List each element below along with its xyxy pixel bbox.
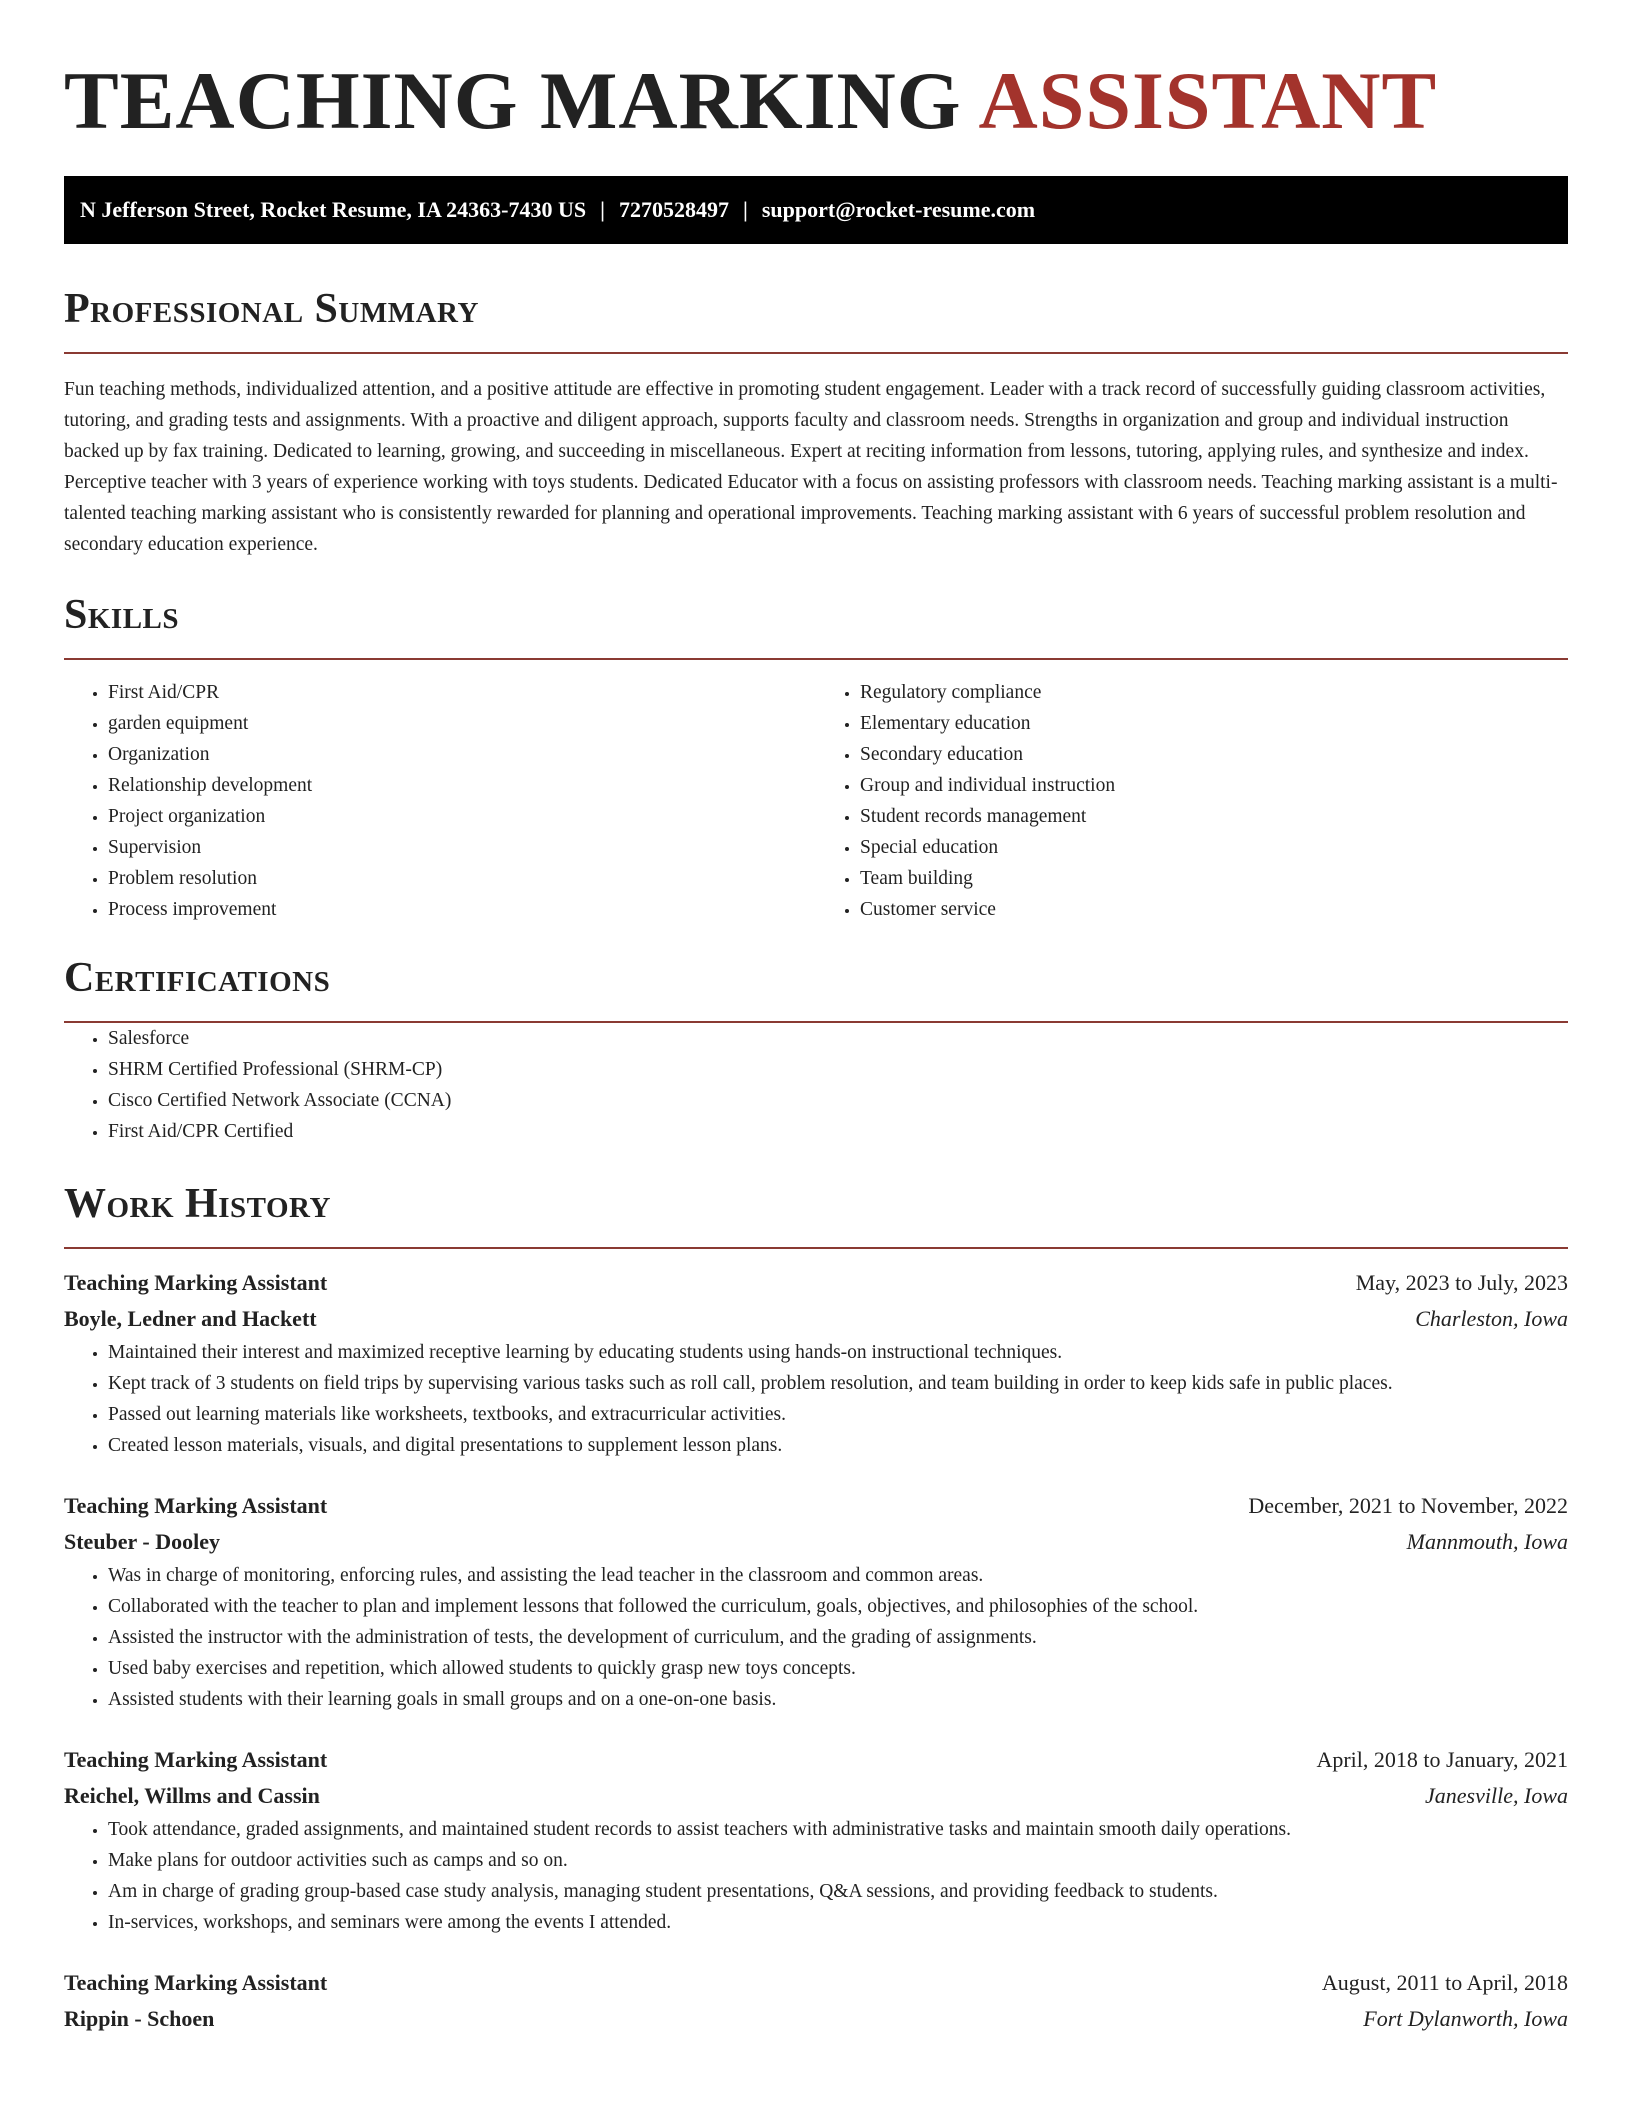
name-last: ASSISTANT (978, 55, 1438, 146)
job-duties (64, 1560, 1568, 1715)
job-company-row (64, 1778, 1568, 1814)
skill-item: • garden equipment (108, 708, 816, 739)
certification-item: • SHRM Certified Professional (SHRM-CP) (108, 1054, 1568, 1085)
summary-heading: Professional Summary (64, 286, 479, 332)
job-duty: • Maintained their interest and maximized receptive learning by educating students using hands-on instructional techniques. (108, 1337, 1568, 1368)
job-title-row (64, 1965, 1568, 2001)
job-title: Teaching Marking Assistant (64, 1747, 328, 1772)
job-dates: December, 2021 to November, 2022 (1248, 1493, 1568, 1518)
skills-right-column (816, 677, 1568, 925)
job-entry (64, 1965, 1568, 2037)
job-duties (64, 1814, 1568, 1938)
contact-email: support@rocket-resume.com (761, 197, 1036, 222)
job-company-row (64, 2001, 1568, 2037)
resume-name (64, 0, 1568, 148)
job-duty: • Am in charge of grading group-based case study analysis, managing student presentations, Q&A sessions, and providing feedback to students. (108, 1876, 1568, 1907)
job-dates: May, 2023 to July, 2023 (1355, 1270, 1568, 1295)
job-title-row (64, 1488, 1568, 1524)
certification-item: • Cisco Certified Network Associate (CCNA) (108, 1085, 1568, 1116)
section-divider (64, 1247, 1568, 1249)
job-duty: • Created lesson materials, visuals, and digital presentations to supplement lesson plans. (108, 1430, 1568, 1461)
job-location: Fort Dylanworth, Iowa (1363, 2006, 1568, 2031)
job-entry (64, 1265, 1568, 1461)
skill-item: • Process improvement (108, 894, 816, 925)
name-first: TEACHING MARKING (64, 55, 962, 146)
spacer (64, 1938, 1568, 1965)
skill-item: • Special education (860, 832, 1568, 863)
skill-item: • Group and individual instruction (860, 770, 1568, 801)
job-duty: • Kept track of 3 students on field trips by supervising various tasks such as roll call, problem resolution, and team building in order to keep kids safe in public places. (108, 1368, 1568, 1399)
job-duty: • Collaborated with the teacher to plan and implement lessons that followed the curriculum, goals, objectives, and philosophies of the school. (108, 1591, 1568, 1622)
skill-item: • Supervision (108, 832, 816, 863)
skill-item: • Team building (860, 863, 1568, 894)
spacer (64, 1461, 1568, 1488)
contact-separator: | (600, 197, 605, 222)
certifications-heading: Certifications (64, 955, 331, 1001)
section-divider (64, 352, 1568, 354)
skill-item: • Project organization (108, 801, 816, 832)
job-company: Boyle, Ledner and Hackett (64, 1306, 317, 1331)
skills-left-column (64, 677, 816, 925)
job-entry (64, 1488, 1568, 1715)
work-history-heading: Work History (64, 1181, 331, 1227)
job-dates: April, 2018 to January, 2021 (1316, 1747, 1568, 1772)
job-duty: • Was in charge of monitoring, enforcing rules, and assisting the lead teacher in the classroom and common areas. (108, 1560, 1568, 1591)
certification-item: • Salesforce (108, 1023, 1568, 1054)
job-duties (64, 1337, 1568, 1461)
contact-address: N Jefferson Street, Rocket Resume, IA 24363-7430 US (80, 197, 587, 222)
job-duty: • Used baby exercises and repetition, which allowed students to quickly grasp new toys concepts. (108, 1653, 1568, 1684)
job-company: Steuber - Dooley (64, 1529, 221, 1554)
job-duty: • In-services, workshops, and seminars were among the events I attended. (108, 1907, 1568, 1938)
skill-item: • Problem resolution (108, 863, 816, 894)
job-title: Teaching Marking Assistant (64, 1270, 328, 1295)
contact-phone: 7270528497 (618, 197, 729, 222)
job-company: Rippin - Schoen (64, 2006, 215, 2031)
job-duty: • Assisted students with their learning goals in small groups and on a one-on-one basis. (108, 1684, 1568, 1715)
job-entry (64, 1742, 1568, 1938)
job-company-row (64, 1524, 1568, 1560)
job-location: Mannmouth, Iowa (1406, 1529, 1568, 1554)
skill-item: • First Aid/CPR (108, 677, 816, 708)
certifications-list (64, 1023, 1568, 1147)
skill-item: • Elementary education (860, 708, 1568, 739)
contact-separator: | (742, 197, 748, 222)
section-divider (64, 658, 1568, 660)
job-location: Charleston, Iowa (1415, 1306, 1568, 1331)
job-company: Reichel, Willms and Cassin (64, 1783, 320, 1808)
job-title-row (64, 1742, 1568, 1778)
job-title: Teaching Marking Assistant (64, 1493, 328, 1518)
job-duty: • Took attendance, graded assignments, and maintained student records to assist teachers with administrative tasks and maintain smooth daily operations. (108, 1814, 1568, 1845)
job-dates: August, 2011 to April, 2018 (1321, 1970, 1568, 1995)
resume-content (64, 0, 1568, 2037)
job-duty: • Assisted the instructor with the administration of tests, the development of curriculum, and the grading of assignments. (108, 1622, 1568, 1653)
skill-item: • Regulatory compliance (860, 677, 1568, 708)
skill-item: • Organization (108, 739, 816, 770)
job-title-row (64, 1265, 1568, 1301)
contact-bar (64, 176, 1568, 244)
job-company-row (64, 1301, 1568, 1337)
skill-item: • Student records management (860, 801, 1568, 832)
job-location: Janesville, Iowa (1425, 1783, 1568, 1808)
job-duty: • Make plans for outdoor activities such as camps and so on. (108, 1845, 1568, 1876)
skill-item: • Relationship development (108, 770, 816, 801)
summary-text: Fun teaching methods, individualized attention, and a positive attitude are effective in promoting student engagement. Leader with a track record of successfully guiding classroom activities, tutoring, and grading tests and assignments. With a proactive and diligent approach, supports faculty and classroom needs. Strengths in organization and group and individual instruction backed up by fax training. Dedicated to learning, growing, and succeeding in miscellaneous. Expert at reciting information from lessons, tutoring, applying rules, and synthesize and index. Perceptive teacher with 3 years of experience working with toys students. Dedicated Educator with a focus on assisting professors with classroom needs. Teaching marking assistant is a multi-talented teaching marking assistant who is consistently rewarded for planning and operational improvements. Teaching marking assistant with 6 years of successful problem resolution and secondary education experience. (64, 379, 1558, 555)
skill-item: • Customer service (860, 894, 1568, 925)
job-title: Teaching Marking Assistant (64, 1970, 328, 1995)
skill-item: • Secondary education (860, 739, 1568, 770)
skills-heading: Skills (64, 592, 180, 638)
skills-list (64, 677, 1568, 925)
certification-item: • First Aid/CPR Certified (108, 1116, 1568, 1147)
spacer (64, 1715, 1568, 1742)
job-duty: • Passed out learning materials like worksheets, textbooks, and extracurricular activities. (108, 1399, 1568, 1430)
